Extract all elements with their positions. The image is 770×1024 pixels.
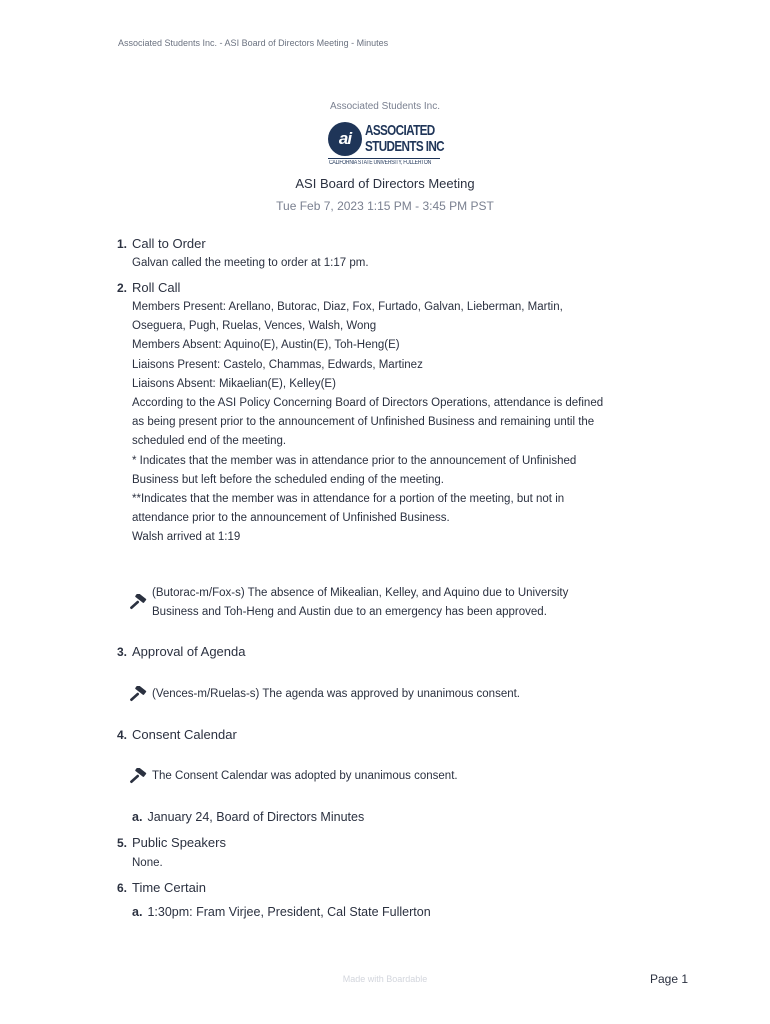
- motion-text: (Vences-m/Ruelas-s) The agenda was approved by unanimous consent.: [152, 688, 520, 700]
- gavel-icon: [128, 594, 148, 612]
- item-body: [132, 254, 657, 273]
- boardable-link[interactable]: Boardable: [386, 974, 428, 984]
- motion-line: Business and Toh-Heng and Austin due to an emergency has been approved.: [152, 606, 547, 618]
- meeting-date: Tue Feb 7, 2023 1:15 PM - 3:45 PM PST: [276, 199, 494, 213]
- gavel-icon: [128, 768, 148, 786]
- body-line: * Indicates that the member was in attendance prior to the announcement of Unfinished: [132, 454, 577, 467]
- gavel-icon: [128, 686, 148, 704]
- item-title: Roll Call: [132, 280, 181, 295]
- sub-item-virjee: [132, 905, 431, 919]
- item-title: Call to Order: [132, 236, 206, 251]
- body-line: Walsh arrived at 1:19: [132, 531, 241, 544]
- motion-text: [152, 584, 622, 622]
- body-line: Liaisons Absent: Mikaelian(E), Kelley(E): [132, 377, 336, 390]
- item-number: 2.: [117, 281, 128, 295]
- sub-item-label: January 24, Board of Directors Minutes: [147, 810, 365, 824]
- item-title: Time Certain: [132, 880, 206, 895]
- item-number: 3.: [117, 645, 128, 659]
- item-number: 1.: [117, 237, 128, 251]
- made-with-prefix: Made with: [342, 974, 384, 984]
- page-number: Page 1: [650, 972, 689, 986]
- running-header: Associated Students Inc. - ASI Board of Directors Meeting - Minutes: [118, 38, 389, 48]
- sub-item-number: a.: [132, 810, 143, 824]
- body-line: According to the ASI Policy Concerning Board of Directors Operations, attendance is defined: [132, 397, 604, 410]
- sub-item-minutes: [132, 810, 364, 824]
- body-line: Liaisons Present: Castelo, Chammas, Edwards, Martinez: [132, 358, 423, 371]
- motion-text: The Consent Calendar was adopted by unanimous consent.: [152, 770, 458, 782]
- item-number: 5.: [117, 836, 128, 850]
- body-line: **Indicates that the member was in attendance for a portion of the meeting, but not in: [132, 493, 565, 506]
- body-line: Oseguera, Pugh, Ruelas, Vences, Walsh, Wong: [132, 320, 377, 333]
- body-line: Members Present: Arellano, Butorac, Diaz, Fox, Furtado, Galvan, Lieberman, Martin,: [132, 301, 563, 313]
- item-body: [132, 854, 657, 873]
- sub-item-label: 1:30pm: Fram Virjee, President, Cal State Fullerton: [147, 905, 431, 919]
- logo-subline: CALIFORNIA STATE UNIVERSITY, FULLERTON: [329, 160, 432, 166]
- org-name: Associated Students Inc.: [329, 101, 441, 112]
- meeting-title: ASI Board of Directors Meeting: [295, 176, 475, 191]
- item-title: Public Speakers: [132, 835, 226, 850]
- logo-line-1: ASSOCIATED: [365, 122, 435, 139]
- logo-line-2: STUDENTS INC: [365, 138, 444, 155]
- body-line: attendance prior to the announcement of Unfinished Business.: [132, 512, 450, 525]
- item-number: 4.: [117, 728, 128, 742]
- body-line: Business but left before the scheduled ending of the meeting.: [132, 473, 444, 486]
- body-line: None.: [132, 857, 163, 869]
- body-line: scheduled end of the meeting.: [132, 435, 287, 448]
- item-title: Consent Calendar: [132, 727, 237, 742]
- sub-item-number: a.: [132, 905, 143, 919]
- logo-badge: ai: [328, 122, 362, 156]
- asi-logo: [328, 122, 442, 170]
- body-line: Members Absent: Aquino(E), Austin(E), Toh-Heng(E): [132, 339, 400, 352]
- item-number: 6.: [117, 881, 128, 895]
- logo-rule: [328, 158, 440, 159]
- motion-line: (Butorac-m/Fox-s) The absence of Mikealian, Kelley, and Aquino due to University: [152, 587, 569, 599]
- body-line: as being present prior to the announcement of Unfinished Business and remaining until the: [132, 416, 595, 429]
- item-title: Approval of Agenda: [132, 644, 246, 659]
- body-line: Galvan called the meeting to order at 1:17 pm.: [132, 257, 369, 269]
- item-body: [132, 298, 657, 548]
